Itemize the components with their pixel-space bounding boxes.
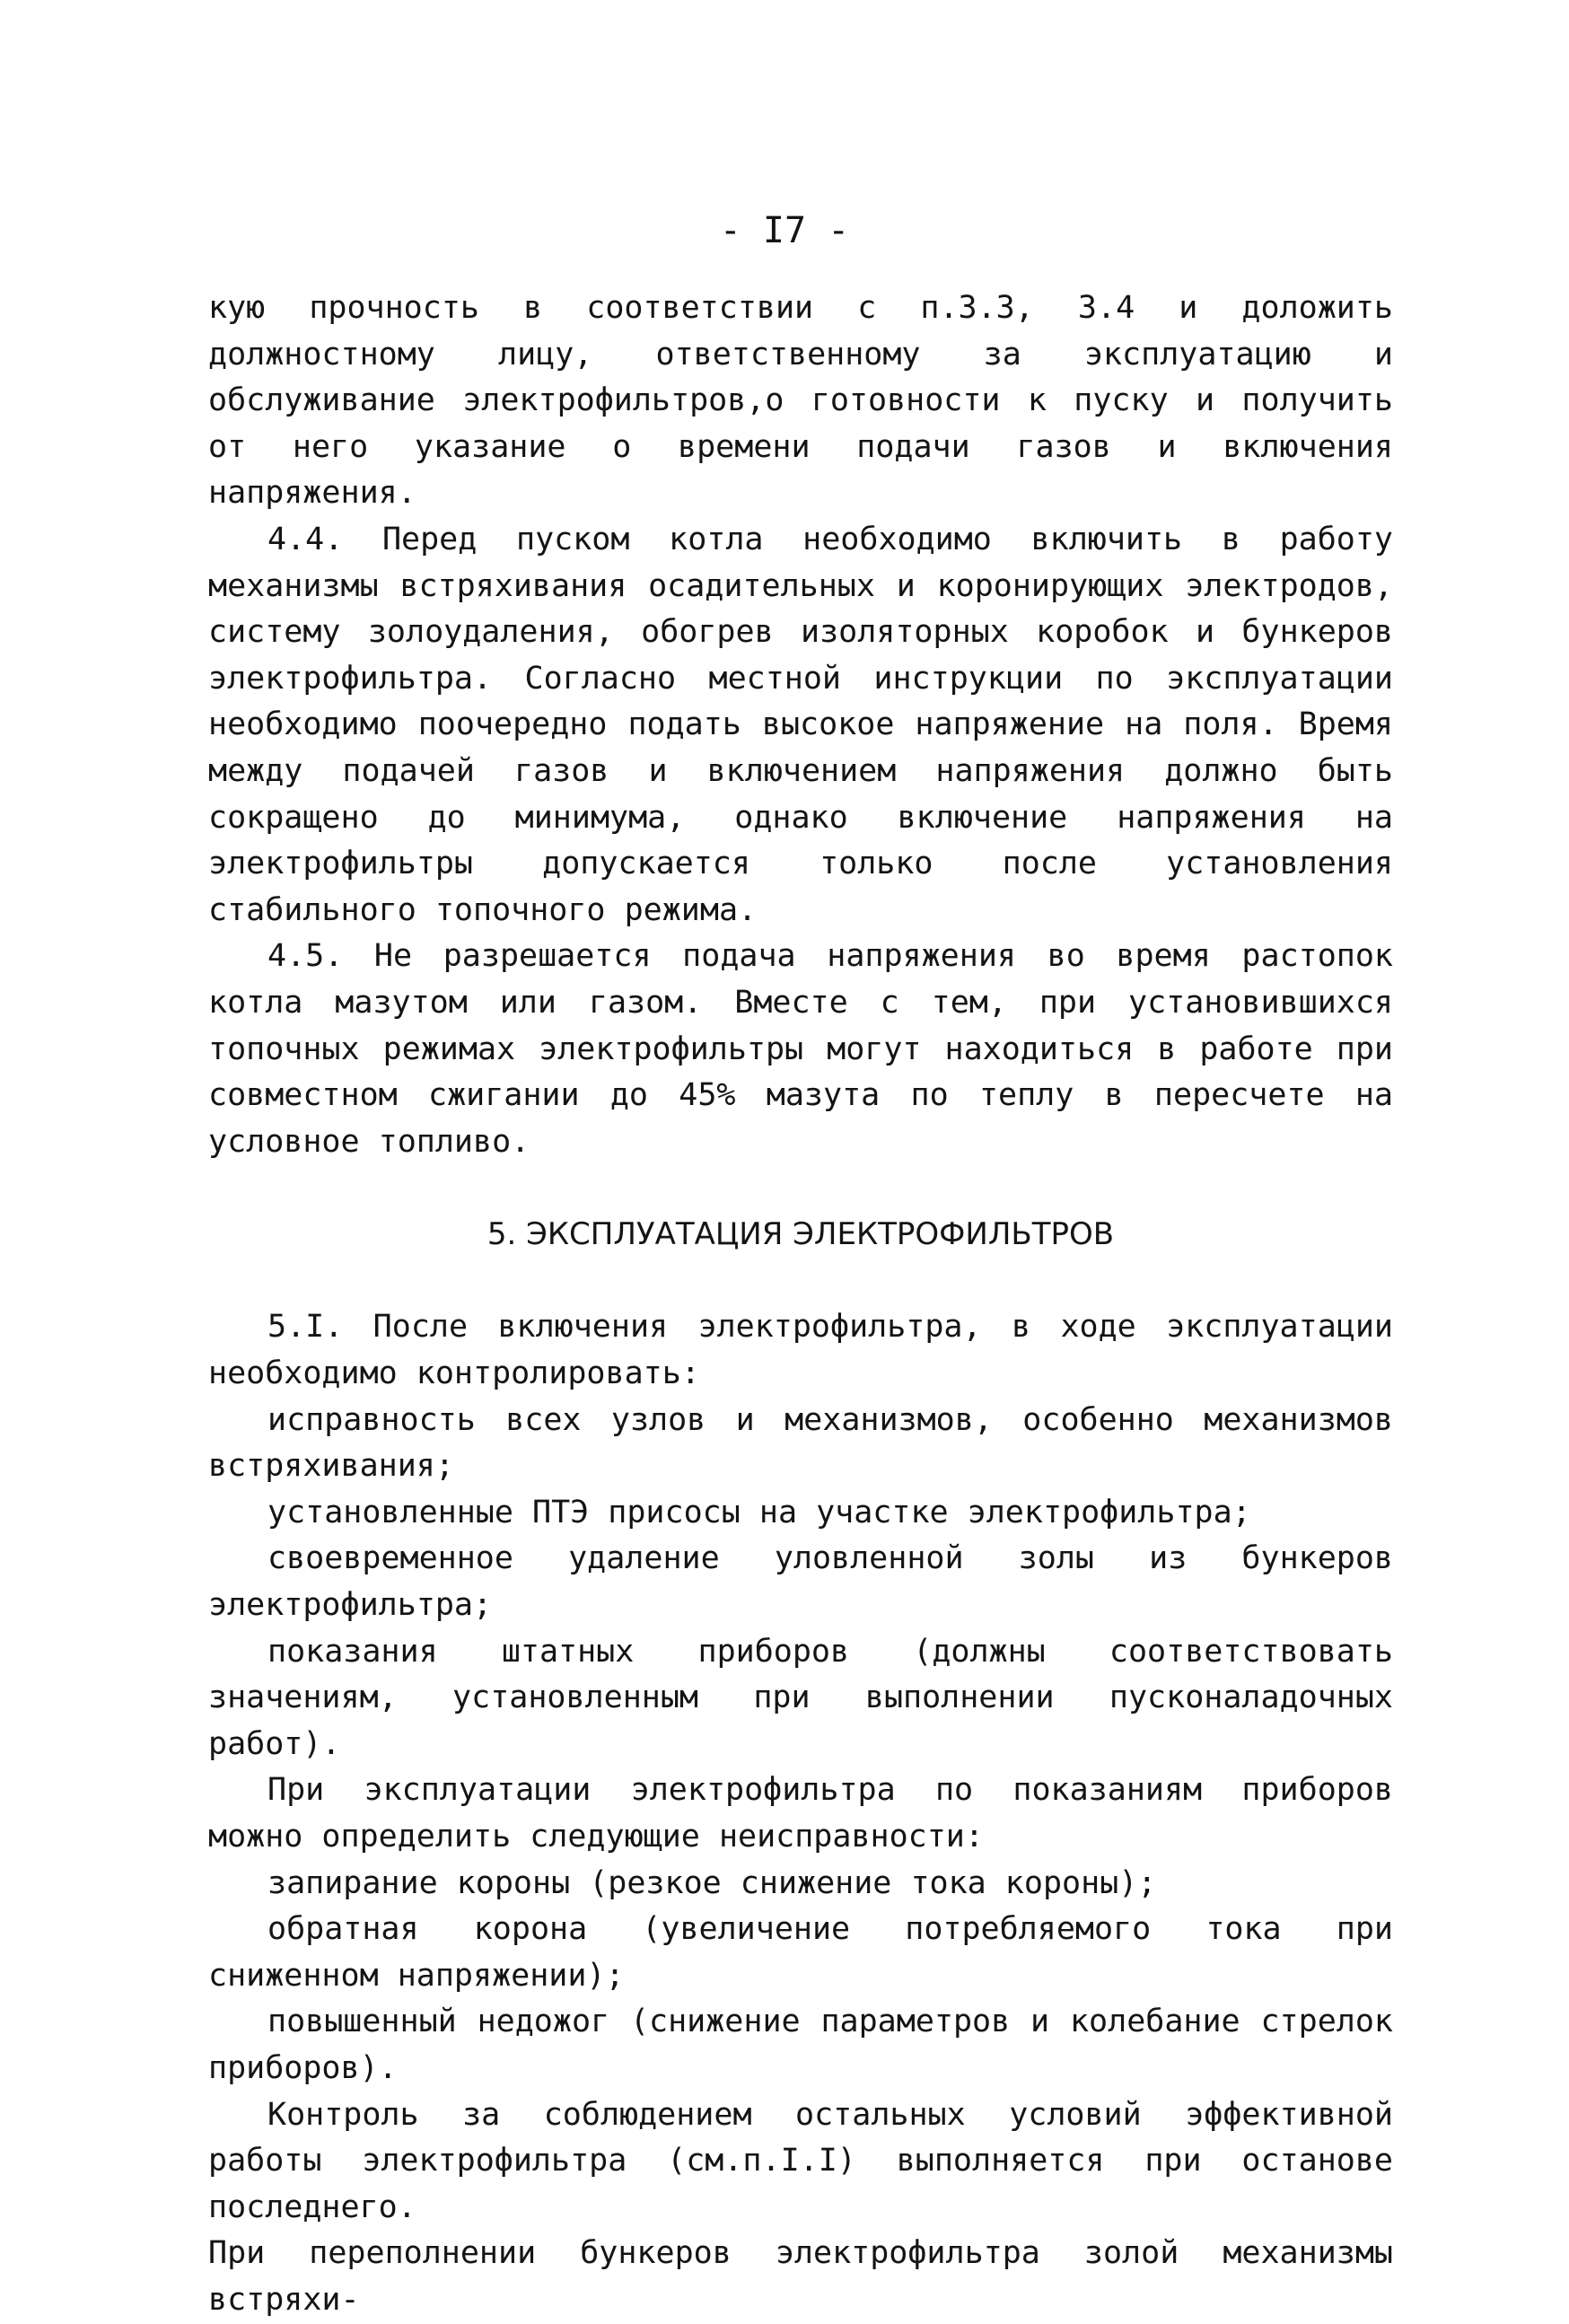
paragraph-4-5: 4.5. Не разрешается подача напряжения во время растопок котла мазутом или газом. Вместе с тем, при установившихся топочных режимах электрофильтры могут находиться в работе при совместном сжигании до 45% мазута по теплу в пересчете на условное топливо. [208, 938, 1393, 1160]
paragraph-malfunctions: При эксплуатации электрофильтра по показаниям приборов можно определить следующие неисправности: [208, 1772, 1393, 1855]
body-text [208, 285, 1393, 2324]
paragraph-control: Контроль за соблюдением остальных условий эффективной работы электрофильтра (см.п.I.I) выполняется при останове последнего. [208, 2096, 1393, 2225]
list-item: обратная корона (увеличение потребляемого тока при сниженном напряжении); [208, 1911, 1393, 1994]
paragraph-overflow: При переполнении бункеров электрофильтра золой механизмы встряхи- [208, 2235, 1393, 2318]
list-item: показания штатных приборов (должны соответствовать значениям, установленным при выполнении пусконаладочных работ). [208, 1633, 1393, 1762]
paragraph-5-1: 5.I. После включения электрофильтра, в ходе эксплуатации необходимо контролировать: [208, 1309, 1393, 1392]
section-heading: 5. ЭКСПЛУАТАЦИЯ ЭЛЕКТРОФИЛЬТРОВ [486, 1216, 1115, 1253]
list-item: установленные ПТЭ присосы на участке электрофильтра; [267, 1494, 1251, 1530]
list-item: исправность всех узлов и механизмов, особенно механизмов встряхивания; [208, 1401, 1393, 1485]
list-item: запирание короны (резкое снижение тока короны); [267, 1864, 1157, 1901]
paragraph-4-4: 4.4. Перед пуском котла необходимо включить в работу механизмы встряхивания осадительных и коронирующих электродов, систему золоудаления, обогрев изоляторных коробок и бункеров электрофильтра. Согласно местной инструкции по эксплуатации необходимо поочередно подать высокое напряжение на поля. Время между подачей газов и включением напряжения должно быть сокращено до минимума, однако включение напряжения на электрофильтры допускается только после установления стабильного топочного режима. [208, 521, 1393, 928]
page-number: - I7 - [719, 210, 850, 251]
list-item: своевременное удаление уловленной золы из бункеров электрофильтра; [208, 1540, 1393, 1624]
paragraph-continuation: кую прочность в соответствии с п.3.3, 3.4 и доложить должностному лицу, ответственному за эксплуатацию и обслуживание электрофильтров,о готовности к пуску и получить от него указание о времени подачи газов и включения напряжения. [208, 290, 1393, 512]
list-item: повышенный недожог (снижение параметров и колебание стрелок приборов). [208, 2004, 1393, 2086]
